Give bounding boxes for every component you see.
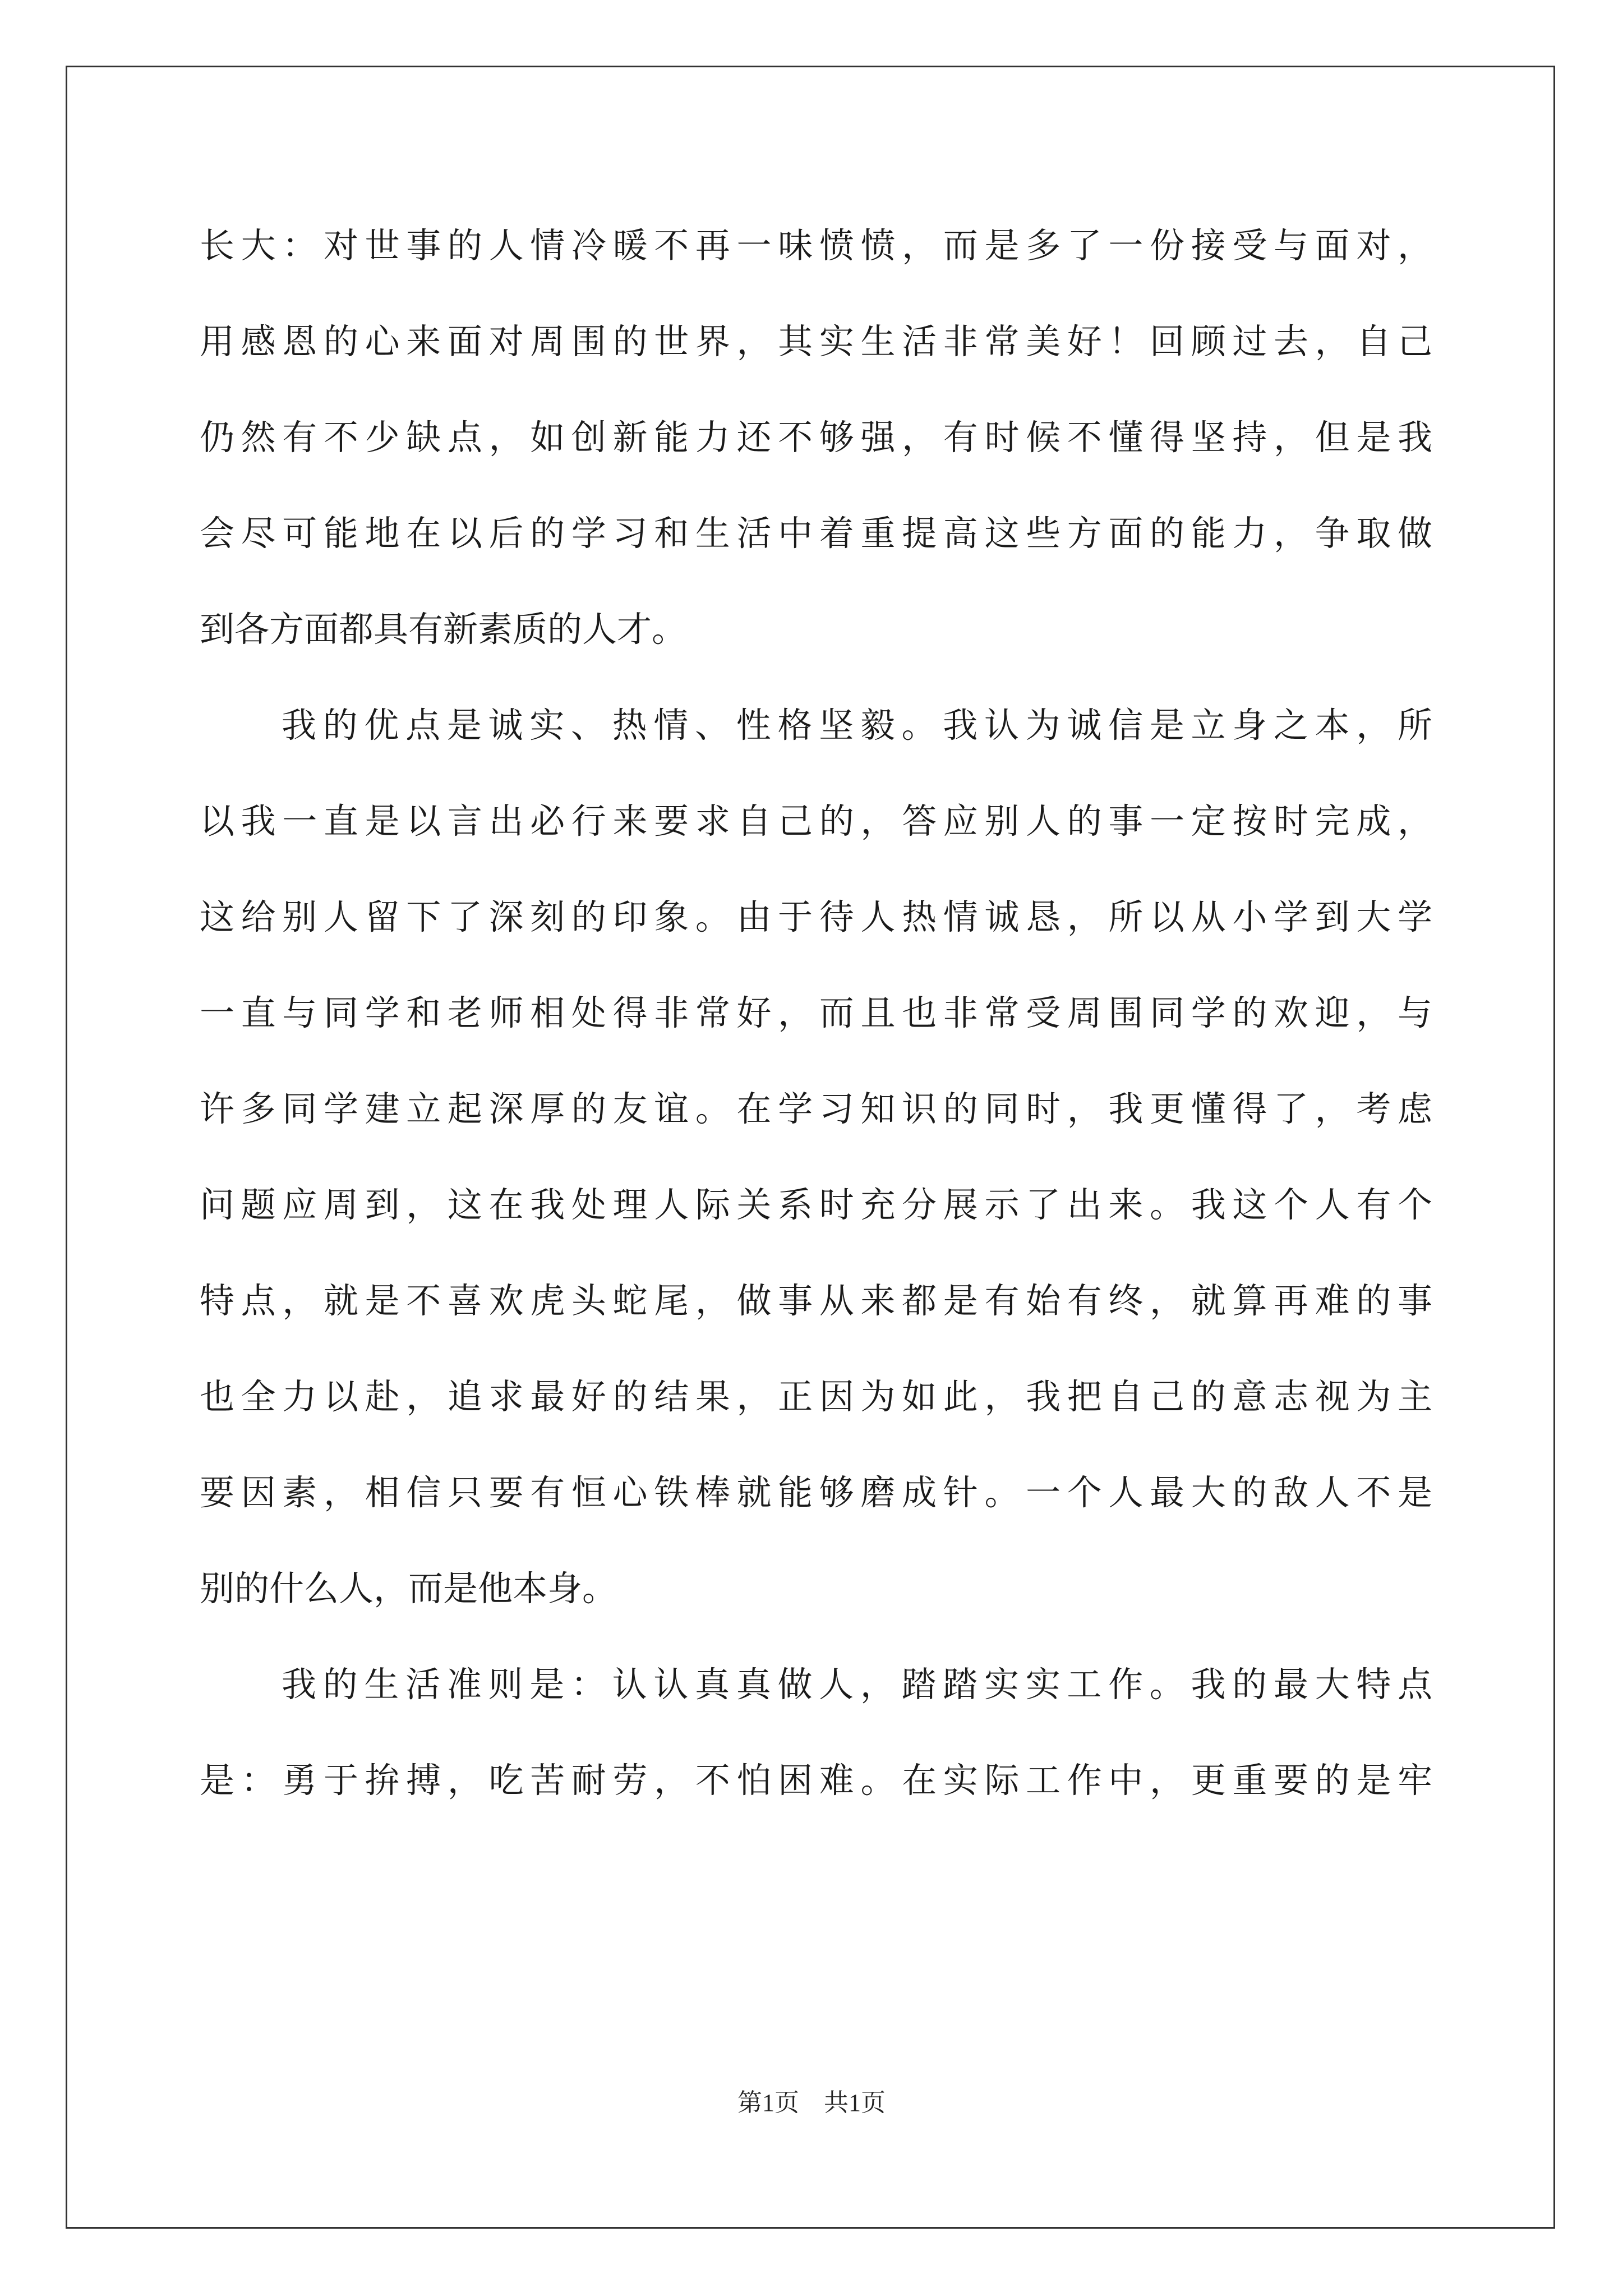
text-line (200, 1078, 1432, 1174)
text-line (200, 1269, 1432, 1365)
text-line (200, 502, 1432, 598)
document-body (200, 214, 1432, 1845)
line-text: 别的什么人，而是他本身。 (200, 1568, 617, 1609)
text-line (200, 214, 1432, 310)
text-line (200, 1557, 1432, 1653)
text-line (200, 598, 1432, 694)
text-line (200, 790, 1432, 886)
line-text: 是：勇于拚搏，吃苦耐劳，不怕困难。在实际工作中，更重要的是牢 (200, 1760, 1432, 1801)
line-text: 到各方面都具有新素质的人才。 (200, 609, 687, 650)
line-text: 问题应周到，这在我处理人际关系时充分展示了出来。我这个人有个 (200, 1184, 1432, 1225)
text-line (200, 1749, 1432, 1845)
line-text: 许多同学建立起深厚的友谊。在学习知识的同时，我更懂得了，考虑 (200, 1088, 1432, 1129)
text-line (200, 694, 1432, 790)
line-text: 用感恩的心来面对周围的世界，其实生活非常美好！回顾过去，自己 (200, 321, 1432, 362)
text-line (200, 406, 1432, 502)
line-text: 特点，就是不喜欢虎头蛇尾，做事从来都是有始有终，就算再难的事 (200, 1280, 1432, 1321)
text-line (200, 1653, 1432, 1749)
text-line (200, 886, 1432, 982)
line-text: 仍然有不少缺点，如创新能力还不够强，有时候不懂得坚持，但是我 (200, 417, 1432, 458)
text-line (200, 1461, 1432, 1557)
line-text: 我的生活准则是：认认真真做人，踏踏实实工作。我的最大特点 (282, 1664, 1432, 1705)
line-text: 会尽可能地在以后的学习和生活中着重提高这些方面的能力，争取做 (200, 513, 1432, 554)
page-number-footer: 第1页 共1页 (737, 2089, 886, 2116)
line-text: 要因素，相信只要有恒心铁棒就能够磨成针。一个人最大的敌人不是 (200, 1472, 1432, 1513)
line-text: 也全力以赴，追求最好的结果，正因为如此，我把自己的意志视为主 (200, 1376, 1432, 1417)
line-text: 以我一直是以言出必行来要求自己的，答应别人的事一定按时完成， (200, 800, 1432, 841)
text-line (200, 982, 1432, 1078)
line-text: 这给别人留下了深刻的印象。由于待人热情诚恳，所以从小学到大学 (200, 896, 1432, 937)
line-text: 我的优点是诚实、热情、性格坚毅。我认为诚信是立身之本，所 (282, 705, 1432, 746)
text-line (200, 1365, 1432, 1461)
text-line (200, 310, 1432, 406)
line-text: 一直与同学和老师相处得非常好，而且也非常受周围同学的欢迎，与 (200, 992, 1432, 1033)
text-line (200, 1174, 1432, 1269)
line-text: 长大：对世事的人情冷暖不再一味愤愤，而是多了一份接受与面对， (200, 225, 1432, 266)
